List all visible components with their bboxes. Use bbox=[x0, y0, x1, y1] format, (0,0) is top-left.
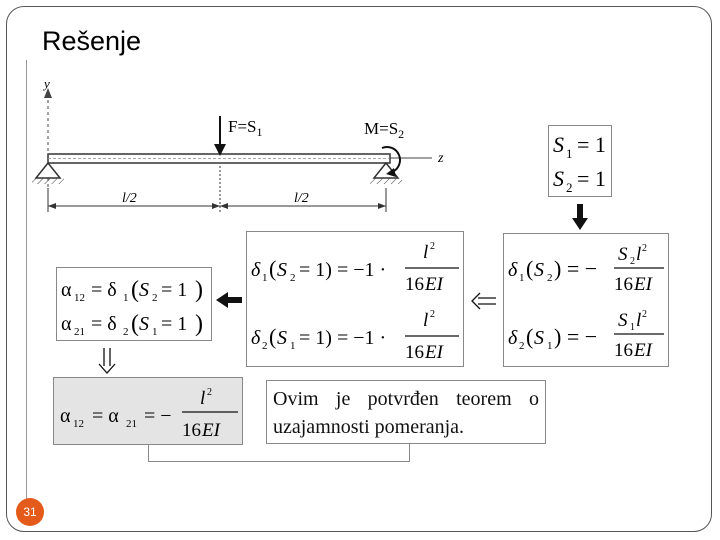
svg-text:= 1: = 1 bbox=[577, 166, 606, 191]
svg-text:2: 2 bbox=[630, 256, 635, 267]
svg-text:δ: δ bbox=[508, 327, 518, 349]
svg-text:1: 1 bbox=[290, 340, 296, 352]
svg-text:l: l bbox=[636, 310, 642, 331]
svg-text:= δ: = δ bbox=[91, 279, 117, 301]
z-axis-label: z bbox=[438, 151, 444, 166]
delta-value-box bbox=[246, 231, 464, 367]
svg-text:16: 16 bbox=[614, 274, 633, 295]
svg-text:l: l bbox=[200, 388, 206, 409]
svg-text:(: ( bbox=[269, 324, 277, 349]
svg-text:= 1: = 1 bbox=[161, 313, 188, 335]
span-left-label: l/2 bbox=[122, 191, 137, 206]
svg-text:EI: EI bbox=[425, 342, 443, 363]
svg-text:2: 2 bbox=[547, 272, 553, 284]
svg-text:(: ( bbox=[131, 277, 139, 303]
svg-text:= α: = α bbox=[92, 405, 119, 427]
svg-text:l: l bbox=[636, 244, 642, 265]
svg-text:16: 16 bbox=[614, 340, 633, 361]
svg-text:S: S bbox=[553, 166, 564, 191]
down-arrow-icon bbox=[572, 204, 588, 230]
down-double-arrow-icon bbox=[98, 348, 116, 374]
moment-label: $M=S_2$ bbox=[364, 119, 405, 141]
left-support bbox=[36, 163, 60, 178]
svg-text:l: l bbox=[423, 242, 429, 263]
svg-text:(: ( bbox=[131, 311, 139, 337]
svg-text:= 1) = −1 ·: = 1) = −1 · bbox=[299, 327, 387, 349]
svg-text:α: α bbox=[61, 313, 72, 335]
svg-text:δ: δ bbox=[251, 259, 261, 281]
svg-text:α: α bbox=[60, 405, 71, 427]
svg-text:δ: δ bbox=[251, 327, 261, 349]
svg-text:1: 1 bbox=[547, 340, 553, 352]
svg-text:2: 2 bbox=[430, 241, 435, 252]
svg-text:= 1) = −1 ·: = 1) = −1 · bbox=[299, 259, 387, 281]
left-arrow-icon bbox=[216, 292, 242, 308]
svg-text:16: 16 bbox=[182, 420, 201, 441]
slide-title: Rešenje bbox=[42, 26, 142, 56]
svg-text:S: S bbox=[277, 259, 287, 281]
left-rule bbox=[26, 60, 27, 500]
svg-text:α: α bbox=[61, 279, 72, 301]
beam-diagram bbox=[30, 78, 470, 218]
unit-load-box bbox=[548, 125, 612, 197]
svg-text:S: S bbox=[534, 259, 544, 281]
svg-text:21: 21 bbox=[74, 326, 85, 338]
svg-text:= δ: = δ bbox=[91, 313, 117, 335]
span-right-label: l/2 bbox=[294, 191, 309, 206]
left-double-arrow-icon bbox=[470, 292, 496, 310]
svg-text:1: 1 bbox=[519, 272, 525, 284]
conclusion-note: Ovim je potvrđen teorem o uzajamnosti pomeranja. bbox=[266, 380, 546, 444]
svg-text:) = −: ) = − bbox=[554, 256, 598, 281]
svg-text:2: 2 bbox=[642, 243, 647, 254]
svg-text:2: 2 bbox=[262, 340, 268, 352]
svg-text:S: S bbox=[618, 244, 628, 265]
svg-text:EI: EI bbox=[634, 340, 652, 361]
svg-text:EI: EI bbox=[634, 274, 652, 295]
svg-text:21: 21 bbox=[126, 418, 137, 430]
svg-text:1: 1 bbox=[566, 146, 573, 161]
svg-text:= 1: = 1 bbox=[161, 279, 188, 301]
alpha-box bbox=[56, 267, 212, 341]
svg-text:2: 2 bbox=[430, 309, 435, 320]
svg-text:): ) bbox=[195, 311, 203, 337]
svg-text:2: 2 bbox=[152, 292, 158, 304]
y-axis-label: y bbox=[44, 78, 50, 91]
svg-text:S: S bbox=[618, 310, 628, 331]
svg-text:2: 2 bbox=[642, 309, 647, 320]
svg-text:(: ( bbox=[526, 324, 534, 349]
svg-text:1: 1 bbox=[123, 292, 129, 304]
svg-text:δ: δ bbox=[508, 259, 518, 281]
svg-text:S: S bbox=[553, 132, 564, 157]
svg-text:): ) bbox=[195, 277, 203, 303]
svg-text:12: 12 bbox=[74, 292, 85, 304]
svg-text:EI: EI bbox=[425, 274, 443, 295]
force-label: $F=S_1$ bbox=[228, 117, 263, 139]
svg-text:16: 16 bbox=[405, 342, 424, 363]
delta-general-box bbox=[503, 233, 669, 367]
svg-text:S: S bbox=[139, 279, 149, 301]
svg-text:EI: EI bbox=[202, 420, 220, 441]
svg-text:1: 1 bbox=[152, 326, 158, 338]
svg-text:2: 2 bbox=[290, 272, 296, 284]
svg-text:(: ( bbox=[269, 256, 277, 281]
svg-text:2: 2 bbox=[123, 326, 129, 338]
svg-text:1: 1 bbox=[262, 272, 268, 284]
svg-text:(: ( bbox=[526, 256, 534, 281]
svg-text:2: 2 bbox=[566, 180, 573, 195]
svg-text:16: 16 bbox=[405, 274, 424, 295]
svg-text:2: 2 bbox=[519, 340, 525, 352]
svg-text:1: 1 bbox=[630, 322, 635, 333]
svg-text:2: 2 bbox=[207, 387, 212, 398]
svg-text:S: S bbox=[139, 313, 149, 335]
svg-text:) = −: ) = − bbox=[554, 324, 598, 349]
svg-text:S: S bbox=[534, 327, 544, 349]
svg-text:= −: = − bbox=[144, 405, 172, 427]
svg-text:l: l bbox=[423, 310, 429, 331]
svg-text:= 1: = 1 bbox=[577, 132, 606, 157]
result-box bbox=[53, 377, 243, 445]
page-number-badge: 31 bbox=[16, 498, 44, 526]
svg-text:12: 12 bbox=[73, 418, 84, 430]
svg-text:S: S bbox=[277, 327, 287, 349]
